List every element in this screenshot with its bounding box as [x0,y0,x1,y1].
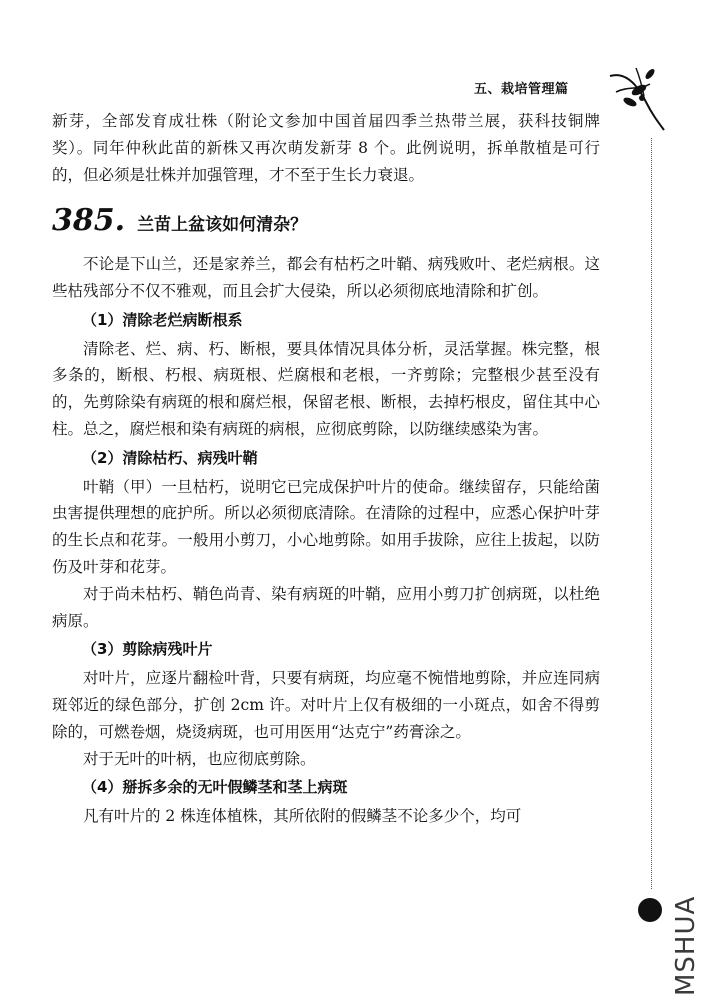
intro-paragraph: 新芽，全部发育成壮株（附论文参加中国首届四季兰热带兰展，获科技铜牌奖）。同年仲秋此苗的新株又再次萌发新芽 8 个。此例说明，拆单散植是可行的，但必须是壮株并加强管理，才不至于生长力衰退。 [52,112,600,184]
question-number: 385. [52,203,126,239]
section-heading-3: （3）剪除病残叶片 [82,640,213,659]
page-body [52,108,600,830]
section-heading-1: （1）清除老烂病断根系 [82,310,243,329]
section-3-paragraph-1: 对叶片，应逐片翻检叶背，只要有病斑，均应毫不惋惜地剪除，并应连同病斑邻近的绿色部分，扩创 2cm 许。对叶片上仅有极细的一小斑点，如舍不得剪除的，可燃卷烟，烧烫病斑，也可用医用“达克宁”药膏涂之。 [52,669,600,741]
watermark [662,880,706,998]
section-heading-2: （2）清除枯朽、病残叶鞘 [82,448,258,467]
section-4-paragraph: 凡有叶片的 2 株连体植株，其所依附的假鳞茎不论多少个，均可 [83,807,522,826]
section-3-paragraph-2: 对于无叶的叶柄，也应彻底剪除。 [83,749,316,768]
page-marker-dot [638,898,662,922]
section-header: 五、栽培管理篇 [474,82,569,97]
question-intro-paragraph: 不论是下山兰，还是家养兰，都会有枯朽之叶鞘、病残败叶、老烂病根。这些枯残部分不仅不雅观，而且会扩大侵染，所以必须彻底地清除和扩创。 [52,255,600,300]
watermark-text: MSHUA [671,895,701,996]
section-2-paragraph-1: 叶鞘（甲）一旦枯朽，说明它已完成保护叶片的使命。继续留存，只能给菌虫害提供理想的庇护所。所以必须彻底清除。在清除的过程中，应悉心保护叶芽的生长点和花芽。一般用小剪刀，小心地剪除。如用手拔除，应往上拔起，以防伤及叶芽和花芽。 [52,477,600,576]
section-1-paragraph: 清除老、烂、病、朽、断根，要具体情况具体分析，灵活掌握。株完整，根多条的，断根、朽根、病斑根、烂腐根和老根，一齐剪除；完整根少甚至没有的，先剪除染有病斑的根和腐烂根，保留老根、断根，去掉朽根皮，留住其中心柱。总之，腐烂根和染有病斑的病根，应彻底剪除，以防继续感染为害。 [52,339,600,438]
margin-dotted-line [651,138,652,889]
question-title: 兰苗上盆该如何清杂？ [137,215,308,236]
question-heading [52,203,600,239]
section-2-paragraph-2: 对于尚未枯朽、鞘色尚青、染有病斑的叶鞘，应用小剪刀扩创病斑，以杜绝病原。 [52,584,600,630]
section-heading-4: （4）掰拆多余的无叶假鳞茎和茎上病斑 [82,778,348,797]
orchid-icon [606,62,668,132]
